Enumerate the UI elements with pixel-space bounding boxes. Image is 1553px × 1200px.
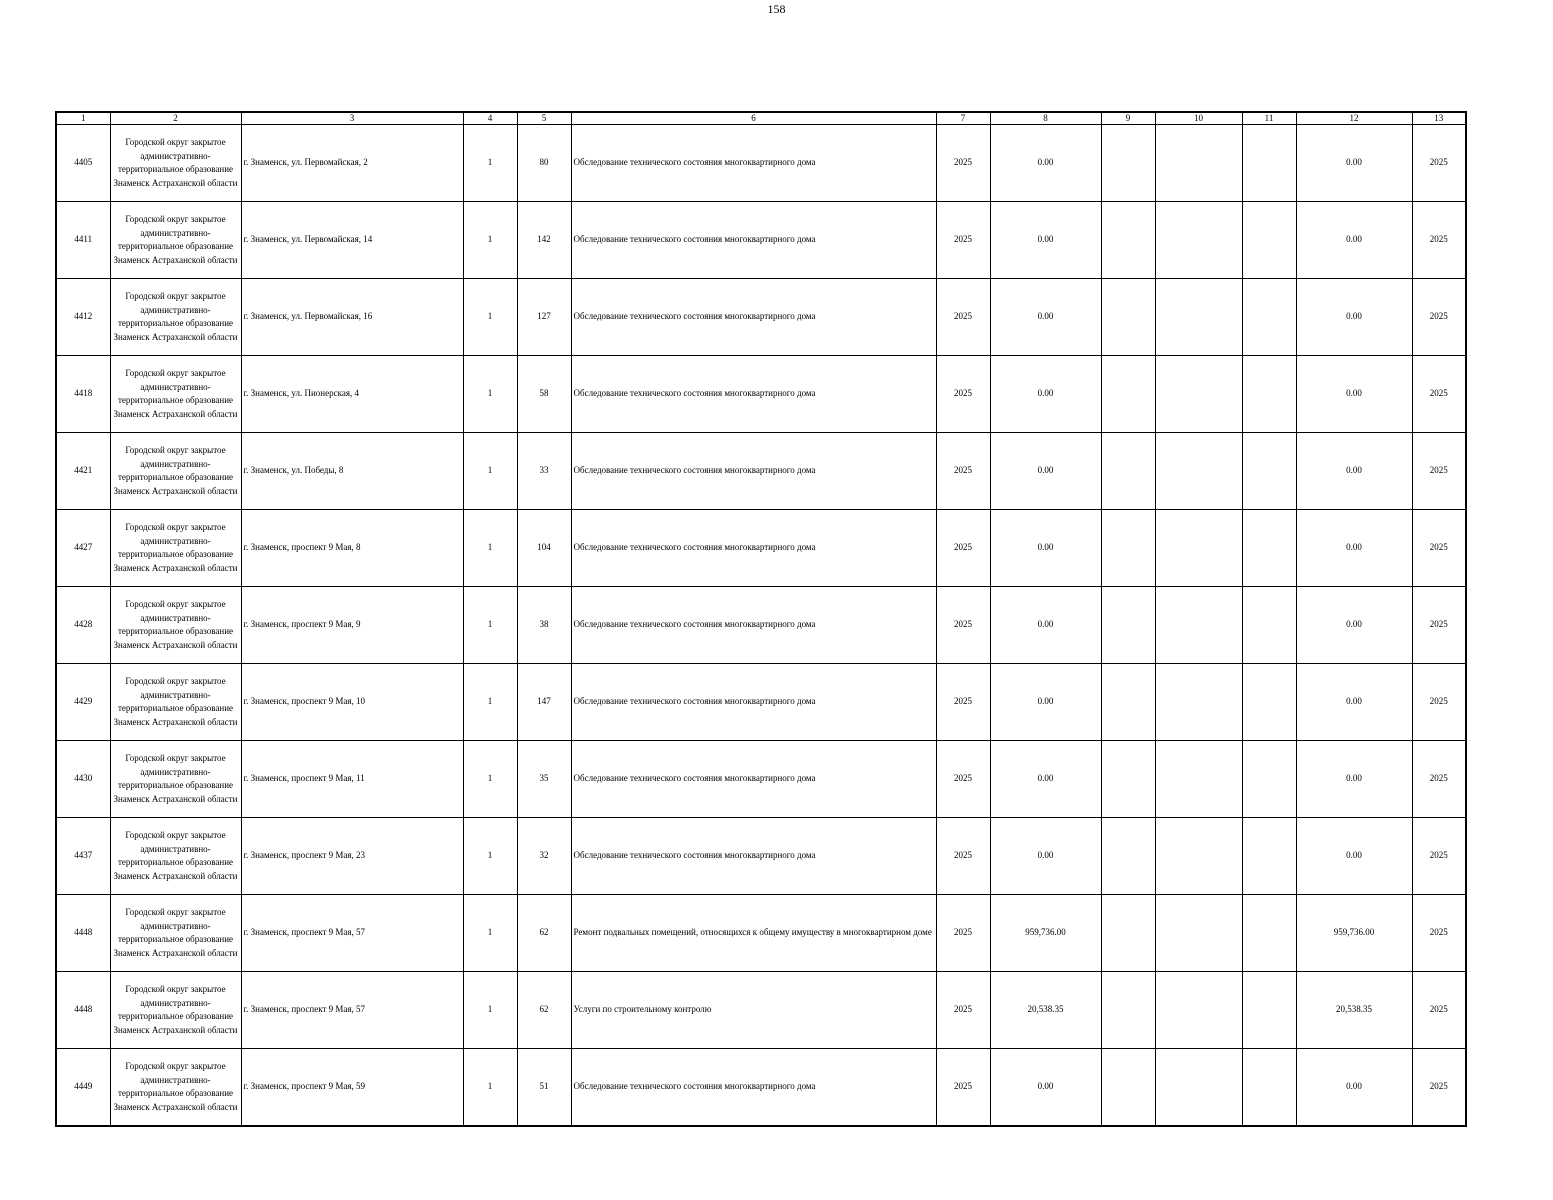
address-cell: г. Знаменск, ул. Пионерская, 4 — [241, 356, 463, 433]
planned-year-cell: 2025 — [936, 356, 990, 433]
planned-year-cell: 2025 — [936, 1049, 990, 1127]
municipality-cell: Городской округ закрытое административно-территориальное образование Знаменск Астраханской области — [110, 433, 241, 510]
municipality-cell: Городской округ закрытое административно-территориальное образование Знаменск Астраханской области — [110, 741, 241, 818]
col-11-cell — [1242, 510, 1296, 587]
record-number-cell: 4430 — [56, 741, 110, 818]
col-9-cell — [1101, 202, 1155, 279]
planned-year-cell: 2025 — [936, 125, 990, 202]
fund-amount-cell: 0.00 — [1296, 741, 1412, 818]
col-9-cell — [1101, 818, 1155, 895]
column-header: 9 — [1101, 112, 1155, 125]
column-header: 2 — [110, 112, 241, 125]
apartment-count-cell: 142 — [517, 202, 571, 279]
planned-year-cell: 2025 — [936, 433, 990, 510]
municipality-cell: Городской округ закрытое административно-территориальное образование Знаменск Астраханской области — [110, 125, 241, 202]
col-9-cell — [1101, 741, 1155, 818]
municipality-cell: Городской округ закрытое административно-территориальное образование Знаменск Астраханской области — [110, 202, 241, 279]
column-number-header-row — [56, 112, 1466, 125]
building-count-cell: 1 — [463, 356, 517, 433]
building-count-cell: 1 — [463, 510, 517, 587]
col-11-cell — [1242, 125, 1296, 202]
col-10-cell — [1155, 433, 1242, 510]
municipality-cell: Городской округ закрытое административно-территориальное образование Знаменск Астраханской области — [110, 972, 241, 1049]
column-header: 1 — [56, 112, 110, 125]
col-10-cell — [1155, 972, 1242, 1049]
total-cost-cell: 0.00 — [990, 125, 1101, 202]
work-type-cell: Услуги по строительному контролю — [571, 972, 936, 1049]
record-number-cell: 4449 — [56, 1049, 110, 1127]
building-count-cell: 1 — [463, 125, 517, 202]
work-type-cell: Обследование технического состояния многоквартирного дома — [571, 741, 936, 818]
apartment-count-cell: 38 — [517, 587, 571, 664]
total-cost-cell: 0.00 — [990, 433, 1101, 510]
col-10-cell — [1155, 741, 1242, 818]
total-cost-cell: 0.00 — [990, 356, 1101, 433]
completion-year-cell: 2025 — [1412, 895, 1466, 972]
municipality-cell: Городской округ закрытое административно-территориальное образование Знаменск Астраханской области — [110, 356, 241, 433]
planned-year-cell: 2025 — [936, 202, 990, 279]
col-10-cell — [1155, 895, 1242, 972]
col-11-cell — [1242, 433, 1296, 510]
total-cost-cell: 0.00 — [990, 587, 1101, 664]
completion-year-cell: 2025 — [1412, 356, 1466, 433]
table-row — [56, 972, 1466, 1049]
column-header: 8 — [990, 112, 1101, 125]
col-10-cell — [1155, 587, 1242, 664]
work-type-cell: Обследование технического состояния многоквартирного дома — [571, 664, 936, 741]
municipality-cell: Городской округ закрытое административно-территориальное образование Знаменск Астраханской области — [110, 279, 241, 356]
work-type-cell: Обследование технического состояния многоквартирного дома — [571, 279, 936, 356]
col-9-cell — [1101, 587, 1155, 664]
planned-year-cell: 2025 — [936, 972, 990, 1049]
col-11-cell — [1242, 895, 1296, 972]
table-row — [56, 433, 1466, 510]
total-cost-cell: 0.00 — [990, 741, 1101, 818]
apartment-count-cell: 35 — [517, 741, 571, 818]
address-cell: г. Знаменск, проспект 9 Мая, 57 — [241, 972, 463, 1049]
record-number-cell: 4437 — [56, 818, 110, 895]
capital-repair-table — [55, 111, 1467, 1127]
address-cell: г. Знаменск, проспект 9 Мая, 57 — [241, 895, 463, 972]
table-row — [56, 202, 1466, 279]
col-10-cell — [1155, 279, 1242, 356]
fund-amount-cell: 0.00 — [1296, 510, 1412, 587]
work-type-cell: Обследование технического состояния многоквартирного дома — [571, 202, 936, 279]
work-type-cell: Ремонт подвальных помещений, относящихся к общему имуществу в многоквартирном доме — [571, 895, 936, 972]
col-11-cell — [1242, 202, 1296, 279]
fund-amount-cell: 0.00 — [1296, 356, 1412, 433]
total-cost-cell: 20,538.35 — [990, 972, 1101, 1049]
col-9-cell — [1101, 433, 1155, 510]
fund-amount-cell: 0.00 — [1296, 818, 1412, 895]
building-count-cell: 1 — [463, 972, 517, 1049]
table-row — [56, 818, 1466, 895]
fund-amount-cell: 20,538.35 — [1296, 972, 1412, 1049]
work-type-cell: Обследование технического состояния многоквартирного дома — [571, 818, 936, 895]
col-9-cell — [1101, 1049, 1155, 1127]
col-10-cell — [1155, 1049, 1242, 1127]
total-cost-cell: 0.00 — [990, 664, 1101, 741]
completion-year-cell: 2025 — [1412, 741, 1466, 818]
table-row — [56, 587, 1466, 664]
completion-year-cell: 2025 — [1412, 510, 1466, 587]
municipality-cell: Городской округ закрытое административно-территориальное образование Знаменск Астраханской области — [110, 587, 241, 664]
completion-year-cell: 2025 — [1412, 279, 1466, 356]
column-header: 10 — [1155, 112, 1242, 125]
record-number-cell: 4448 — [56, 972, 110, 1049]
building-count-cell: 1 — [463, 279, 517, 356]
column-header: 5 — [517, 112, 571, 125]
record-number-cell: 4429 — [56, 664, 110, 741]
fund-amount-cell: 0.00 — [1296, 433, 1412, 510]
planned-year-cell: 2025 — [936, 664, 990, 741]
col-9-cell — [1101, 125, 1155, 202]
record-number-cell: 4428 — [56, 587, 110, 664]
record-number-cell: 4412 — [56, 279, 110, 356]
completion-year-cell: 2025 — [1412, 587, 1466, 664]
record-number-cell: 4421 — [56, 433, 110, 510]
completion-year-cell: 2025 — [1412, 818, 1466, 895]
fund-amount-cell: 0.00 — [1296, 587, 1412, 664]
col-9-cell — [1101, 895, 1155, 972]
apartment-count-cell: 32 — [517, 818, 571, 895]
column-header: 11 — [1242, 112, 1296, 125]
table-row — [56, 279, 1466, 356]
address-cell: г. Знаменск, ул. Первомайская, 16 — [241, 279, 463, 356]
table-row — [56, 510, 1466, 587]
building-count-cell: 1 — [463, 1049, 517, 1127]
col-10-cell — [1155, 664, 1242, 741]
address-cell: г. Знаменск, проспект 9 Мая, 23 — [241, 818, 463, 895]
municipality-cell: Городской округ закрытое административно-территориальное образование Знаменск Астраханской области — [110, 510, 241, 587]
apartment-count-cell: 104 — [517, 510, 571, 587]
municipality-cell: Городской округ закрытое административно-территориальное образование Знаменск Астраханской области — [110, 818, 241, 895]
work-type-cell: Обследование технического состояния многоквартирного дома — [571, 125, 936, 202]
fund-amount-cell: 0.00 — [1296, 279, 1412, 356]
table-row — [56, 741, 1466, 818]
address-cell: г. Знаменск, ул. Первомайская, 14 — [241, 202, 463, 279]
col-11-cell — [1242, 587, 1296, 664]
address-cell: г. Знаменск, проспект 9 Мая, 9 — [241, 587, 463, 664]
address-cell: г. Знаменск, проспект 9 Мая, 8 — [241, 510, 463, 587]
column-header: 12 — [1296, 112, 1412, 125]
table-row — [56, 895, 1466, 972]
col-11-cell — [1242, 1049, 1296, 1127]
building-count-cell: 1 — [463, 741, 517, 818]
building-count-cell: 1 — [463, 818, 517, 895]
col-11-cell — [1242, 818, 1296, 895]
col-11-cell — [1242, 664, 1296, 741]
table-row — [56, 356, 1466, 433]
planned-year-cell: 2025 — [936, 279, 990, 356]
planned-year-cell: 2025 — [936, 895, 990, 972]
building-count-cell: 1 — [463, 664, 517, 741]
planned-year-cell: 2025 — [936, 818, 990, 895]
completion-year-cell: 2025 — [1412, 1049, 1466, 1127]
building-count-cell: 1 — [463, 433, 517, 510]
planned-year-cell: 2025 — [936, 741, 990, 818]
apartment-count-cell: 80 — [517, 125, 571, 202]
work-type-cell: Обследование технического состояния многоквартирного дома — [571, 587, 936, 664]
fund-amount-cell: 0.00 — [1296, 125, 1412, 202]
col-9-cell — [1101, 510, 1155, 587]
total-cost-cell: 0.00 — [990, 818, 1101, 895]
completion-year-cell: 2025 — [1412, 202, 1466, 279]
table-row — [56, 125, 1466, 202]
apartment-count-cell: 51 — [517, 1049, 571, 1127]
apartment-count-cell: 127 — [517, 279, 571, 356]
apartment-count-cell: 147 — [517, 664, 571, 741]
municipality-cell: Городской округ закрытое административно-территориальное образование Знаменск Астраханской области — [110, 895, 241, 972]
fund-amount-cell: 0.00 — [1296, 664, 1412, 741]
page-number: 158 — [767, 2, 786, 16]
fund-amount-cell: 959,736.00 — [1296, 895, 1412, 972]
work-type-cell: Обследование технического состояния многоквартирного дома — [571, 356, 936, 433]
record-number-cell: 4418 — [56, 356, 110, 433]
column-header: 7 — [936, 112, 990, 125]
record-number-cell: 4427 — [56, 510, 110, 587]
completion-year-cell: 2025 — [1412, 125, 1466, 202]
total-cost-cell: 0.00 — [990, 202, 1101, 279]
total-cost-cell: 0.00 — [990, 279, 1101, 356]
address-cell: г. Знаменск, ул. Победы, 8 — [241, 433, 463, 510]
address-cell: г. Знаменск, проспект 9 Мая, 10 — [241, 664, 463, 741]
total-cost-cell: 959,736.00 — [990, 895, 1101, 972]
col-9-cell — [1101, 279, 1155, 356]
work-type-cell: Обследование технического состояния многоквартирного дома — [571, 433, 936, 510]
col-10-cell — [1155, 356, 1242, 433]
building-count-cell: 1 — [463, 587, 517, 664]
table-row — [56, 1049, 1466, 1127]
column-header: 4 — [463, 112, 517, 125]
col-10-cell — [1155, 510, 1242, 587]
municipality-cell: Городской округ закрытое административно-территориальное образование Знаменск Астраханской области — [110, 1049, 241, 1127]
col-11-cell — [1242, 356, 1296, 433]
planned-year-cell: 2025 — [936, 510, 990, 587]
col-9-cell — [1101, 356, 1155, 433]
record-number-cell: 4411 — [56, 202, 110, 279]
column-header: 13 — [1412, 112, 1466, 125]
apartment-count-cell: 62 — [517, 895, 571, 972]
fund-amount-cell: 0.00 — [1296, 202, 1412, 279]
table-body — [56, 125, 1466, 1127]
col-11-cell — [1242, 741, 1296, 818]
apartment-count-cell: 62 — [517, 972, 571, 1049]
address-cell: г. Знаменск, ул. Первомайская, 2 — [241, 125, 463, 202]
column-header: 6 — [571, 112, 936, 125]
completion-year-cell: 2025 — [1412, 664, 1466, 741]
col-10-cell — [1155, 125, 1242, 202]
apartment-count-cell: 58 — [517, 356, 571, 433]
col-9-cell — [1101, 664, 1155, 741]
planned-year-cell: 2025 — [936, 587, 990, 664]
table-row — [56, 664, 1466, 741]
apartment-count-cell: 33 — [517, 433, 571, 510]
completion-year-cell: 2025 — [1412, 972, 1466, 1049]
building-count-cell: 1 — [463, 202, 517, 279]
address-cell: г. Знаменск, проспект 9 Мая, 11 — [241, 741, 463, 818]
fund-amount-cell: 0.00 — [1296, 1049, 1412, 1127]
col-9-cell — [1101, 972, 1155, 1049]
col-10-cell — [1155, 202, 1242, 279]
record-number-cell: 4448 — [56, 895, 110, 972]
col-11-cell — [1242, 972, 1296, 1049]
col-11-cell — [1242, 279, 1296, 356]
building-count-cell: 1 — [463, 895, 517, 972]
total-cost-cell: 0.00 — [990, 1049, 1101, 1127]
municipality-cell: Городской округ закрытое административно-территориальное образование Знаменск Астраханской области — [110, 664, 241, 741]
column-header: 3 — [241, 112, 463, 125]
total-cost-cell: 0.00 — [990, 510, 1101, 587]
address-cell: г. Знаменск, проспект 9 Мая, 59 — [241, 1049, 463, 1127]
col-10-cell — [1155, 818, 1242, 895]
work-type-cell: Обследование технического состояния многоквартирного дома — [571, 510, 936, 587]
work-type-cell: Обследование технического состояния многоквартирного дома — [571, 1049, 936, 1127]
completion-year-cell: 2025 — [1412, 433, 1466, 510]
record-number-cell: 4405 — [56, 125, 110, 202]
